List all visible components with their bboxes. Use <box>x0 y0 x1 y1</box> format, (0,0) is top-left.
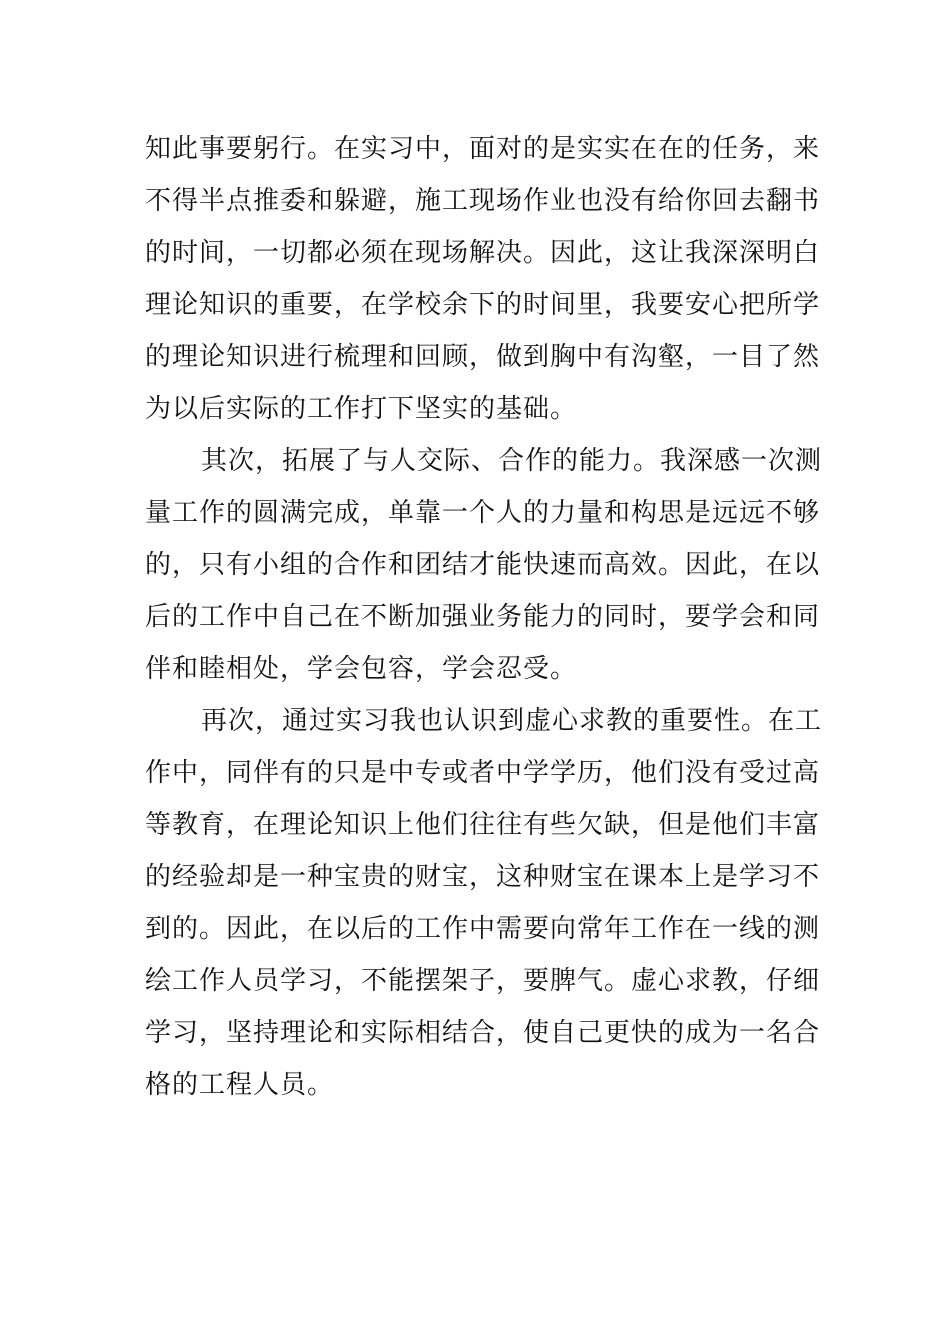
paragraph-line: 伴和睦相处，学会包容，学会忍受。 <box>145 654 578 684</box>
paragraph-line: 再次，通过实习我也认识到虚心求教的重要性。在工 <box>201 706 823 736</box>
paragraph-line: 作中，同伴有的只是中专或者中学学历，他们没有受过高 <box>145 758 821 788</box>
paragraph-line: 的理论知识进行梳理和回顾，做到胸中有沟壑，一目了然 <box>145 342 821 372</box>
document-body <box>145 123 823 1111</box>
paragraph-line: 绘工作人员学习，不能摆架子，要脾气。虚心求教，仔细 <box>145 966 821 996</box>
paragraph-line: 的经验却是一种宝贵的财宝，这种财宝在课本上是学习不 <box>145 862 821 892</box>
paragraph-line: 量工作的圆满完成，单靠一个人的力量和构思是远远不够 <box>145 498 821 528</box>
paragraph-3 <box>145 695 823 1111</box>
paragraph-line: 知此事要躬行。在实习中，面对的是实实在在的任务，来 <box>145 134 821 164</box>
paragraph-2 <box>145 435 823 695</box>
paragraph-line: 的时间，一切都必须在现场解决。因此，这让我深深明白 <box>145 238 821 268</box>
paragraph-1 <box>145 123 821 435</box>
paragraph-line: 到的。因此，在以后的工作中需要向常年工作在一线的测 <box>145 914 821 944</box>
paragraph-line: 的，只有小组的合作和团结才能快速而高效。因此，在以 <box>145 550 821 580</box>
paragraph-line: 等教育，在理论知识上他们往往有些欠缺，但是他们丰富 <box>145 810 821 840</box>
paragraph-line: 理论知识的重要，在学校余下的时间里，我要安心把所学 <box>145 290 821 320</box>
paragraph-line: 不得半点推委和躲避，施工现场作业也没有给你回去翻书 <box>145 186 821 216</box>
paragraph-line: 其次，拓展了与人交际、合作的能力。我深感一次测 <box>201 446 823 476</box>
paragraph-line: 为以后实际的工作打下坚实的基础。 <box>145 394 578 424</box>
paragraph-line: 格的工程人员。 <box>145 1070 335 1100</box>
paragraph-line: 后的工作中自己在不断加强业务能力的同时，要学会和同 <box>145 602 821 632</box>
paragraph-line: 学习，坚持理论和实际相结合，使自己更快的成为一名合 <box>145 1018 821 1048</box>
